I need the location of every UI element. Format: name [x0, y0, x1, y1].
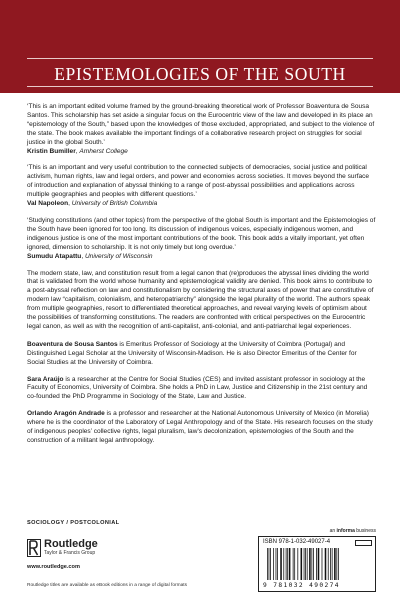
barcode-bar: [289, 548, 291, 580]
bio-text: is a professor and researcher at the National Autonomous University of Mexico (in Morelia) where he is the coordinator of the Laboratory of Legal Anthropology and of the State. His research focuses on the study of indigenous peoples’ collective rights, legal pluralism, law’s decolonization, epistemologies of the South and the construction of a militant legal anthropology.: [27, 410, 373, 444]
barcode-bar: [273, 548, 274, 580]
quote-affiliation: University of Wisconsin: [84, 252, 153, 260]
barcode-bar: [309, 548, 311, 580]
barcode-bar: [322, 548, 323, 580]
barcode-bar: [283, 548, 284, 580]
quote-text: ‘This is an important and very useful contribution to the connected subjects of democracies, social justice and political activism, human rights, law and legal orders, and power and economies across societies. It moves beyond the surface of introduction and explanation of abyssal thinking to a range of post-abyssal possibilities and applications across multiple geographies and peoples with different questions.’: [27, 164, 370, 199]
subject-category: SOCIOLOGY / POSTCOLONIAL: [27, 520, 120, 526]
bio-name: Boaventura de Sousa Santos: [27, 340, 118, 348]
barcode-bar: [332, 548, 333, 580]
barcode-digits: 9 781032 490274: [263, 582, 340, 589]
quote-author: Val Napoleon: [27, 200, 69, 208]
barcode-bar: [336, 548, 337, 580]
informa-imprint: [330, 528, 376, 534]
barcode-bar: [297, 548, 298, 580]
barcode-bar: [294, 548, 295, 580]
barcode-bar: [330, 548, 331, 580]
quote-affiliation: Amherst College: [79, 147, 128, 155]
header-band: [0, 0, 400, 93]
endorsement-quote: ‘Studying constitutions (and other topics) from the perspective of the global South is important and the Epistemologies of the South have been ignored for too long. Its discussion of indigenous voices, especially indigenous women, and indigenous justice is one of the most important contributions of the book. This book adds a vitally important, yet often ignored, dimension to scholarship. It is not only timely but long overdue.’ Sumudu Atapattu, University of Wisconsin: [27, 216, 376, 260]
barcode-bar: [269, 548, 270, 580]
price-box: [355, 540, 372, 546]
barcode-bar: [316, 548, 317, 580]
barcode-icon: [265, 548, 371, 582]
quote-author: Sumudu Atapattu: [27, 252, 82, 260]
quote-affiliation: University of British Columbia: [71, 200, 158, 208]
routledge-logo-icon: [27, 539, 41, 557]
endorsement-quote: ‘This is an important edited volume framed by the ground-breaking theoretical work of Professor Boaventura de Sousa Santos. This scholarship has set aside a singular focus on the Eurocentric view of the law and developed in its place an “epistemology of the South,” based upon the knowledges of those excluded, appropriated, and subject to the violence of the state. The book makes available the important findings of a collaborative research project on struggles for social justice in the global South.’ Kristin Bumiller, Amherst College: [27, 103, 375, 155]
publisher-name: Routledge: [44, 538, 98, 550]
barcode-bar: [293, 548, 294, 580]
barcode-bar: [328, 548, 329, 580]
barcode-bar: [286, 548, 287, 580]
quote-text: ‘Studying constitutions (and other topics) from the perspective of the global South is important and the Epistemologies of the South have been ignored for too long. Its discussion of indigenous voices, especially indigenous women, and indigenous justice is one of the most important contributions of the book. This book adds a vitally important, yet often ignored, dimension to scholarship. It is not only timely but long overdue.’: [27, 216, 376, 251]
barcode-bar: [301, 548, 303, 580]
series-title: EPISTEMOLOGIES OF THE SOUTH: [54, 64, 346, 84]
barcode-bar: [304, 548, 305, 580]
blurb-content: [27, 103, 376, 454]
barcode-bar: [338, 548, 339, 580]
ebook-footnote: Routledge titles are available as eBook editions in a range of digital formats: [27, 583, 187, 588]
isbn-label: ISBN 978-1-032-49027-4: [263, 539, 331, 545]
barcode-bar: [325, 548, 327, 580]
header-rule-top: [27, 58, 373, 59]
bio-text: is a researcher at the Centre for Social Studies (CES) and invited assistant professor in sociology at the Faculty of Economics, University of Coimbra. She holds a PhD in Law, Justice and Citizenship in the 21st century and co-founded the PhD Programme in Sociology of the State, Law and Justice.: [27, 375, 368, 401]
quote-text: ‘This is an important edited volume framed by the ground-breaking theoretical work of Professor Boaventura de Sousa Santos. This scholarship has set aside a singular focus on the Eurocentric view of the law and developed in its place an “epistemology of the South,” based upon the knowledges of those excluded, appropriated, and subject to the violence of the state. The book makes available the important findings of a collaborative research project on struggles for social justice in the global South.’: [27, 103, 375, 146]
barcode-bar: [280, 548, 282, 580]
barcode-bar: [307, 548, 308, 580]
barcode-bar: [311, 548, 312, 580]
author-bio: [27, 410, 376, 446]
barcode-bar: [313, 548, 314, 580]
bio-text: is Emeritus Professor of Sociology at the University of Coimbra (Portugal) and Distinguished Legal Scholar at the University of Wisconsin-Madison. He is also Director Emeritus of the Center for Social Studies at the University of Coimbra.: [27, 340, 357, 366]
author-bio: [27, 341, 376, 368]
imprint-suffix: business: [354, 528, 376, 534]
publisher-logo: [27, 538, 157, 562]
barcode-bar: [287, 548, 288, 580]
imprint-brand: informa: [336, 528, 355, 534]
barcode-area: [258, 528, 376, 592]
author-bio: [27, 376, 376, 403]
publisher-website: www.routledge.com: [27, 564, 80, 570]
book-description: The modern state, law, and constitution result from a legal canon that (re)produces the abyssal lines dividing the world that is validated from the world whose humanity and epistemological validity are denied. This book aims to contribute to a post-abyssal reflection on law and constitutionalism by considering the structural axes of power that are constitutive of modern law “capitalism, colonialism, and heteropatriarchy” alongside the legal plurality of the world. The authors speak from multiple geographies, resort to differentiated theoretical approaches, and reveal varying levels of optimism about the possibilities of transforming constitutions. The readers are confronted with critical perspectives on the Eurocentric legal canon, as well as with the recognition of anti-capitalist, anti-colonial, and anti-patriarchal legal experiences.: [27, 269, 374, 330]
barcode-bar: [270, 548, 271, 580]
publisher-group: Taylor & Francis Group: [44, 550, 96, 556]
barcode-bar: [267, 548, 268, 580]
imprint-prefix: an: [329, 528, 337, 534]
bio-name: Sara Araújo: [27, 375, 64, 383]
barcode-bar: [318, 548, 320, 580]
header-rule-bottom: [27, 86, 373, 87]
endorsement-quote: ‘This is an important and very useful contribution to the connected subjects of democracies, social justice and political activism, human rights, law and legal orders, and power and economies across societies. It moves beyond the surface of introduction and explanation of abyssal thinking to a range of post-abyssal possibilities and applications across multiple geographies and peoples with different questions.’ Val Napoleon, University of British Columbia: [27, 164, 376, 209]
barcode-bar: [277, 548, 278, 580]
bio-name: Orlando Aragón Andrade: [27, 410, 105, 418]
barcode-box: [258, 536, 376, 592]
quote-author: Kristin Bumiller: [27, 147, 76, 155]
barcode-bar: [334, 548, 336, 580]
barcode-bar: [305, 548, 306, 580]
barcode-bar: [276, 548, 277, 580]
